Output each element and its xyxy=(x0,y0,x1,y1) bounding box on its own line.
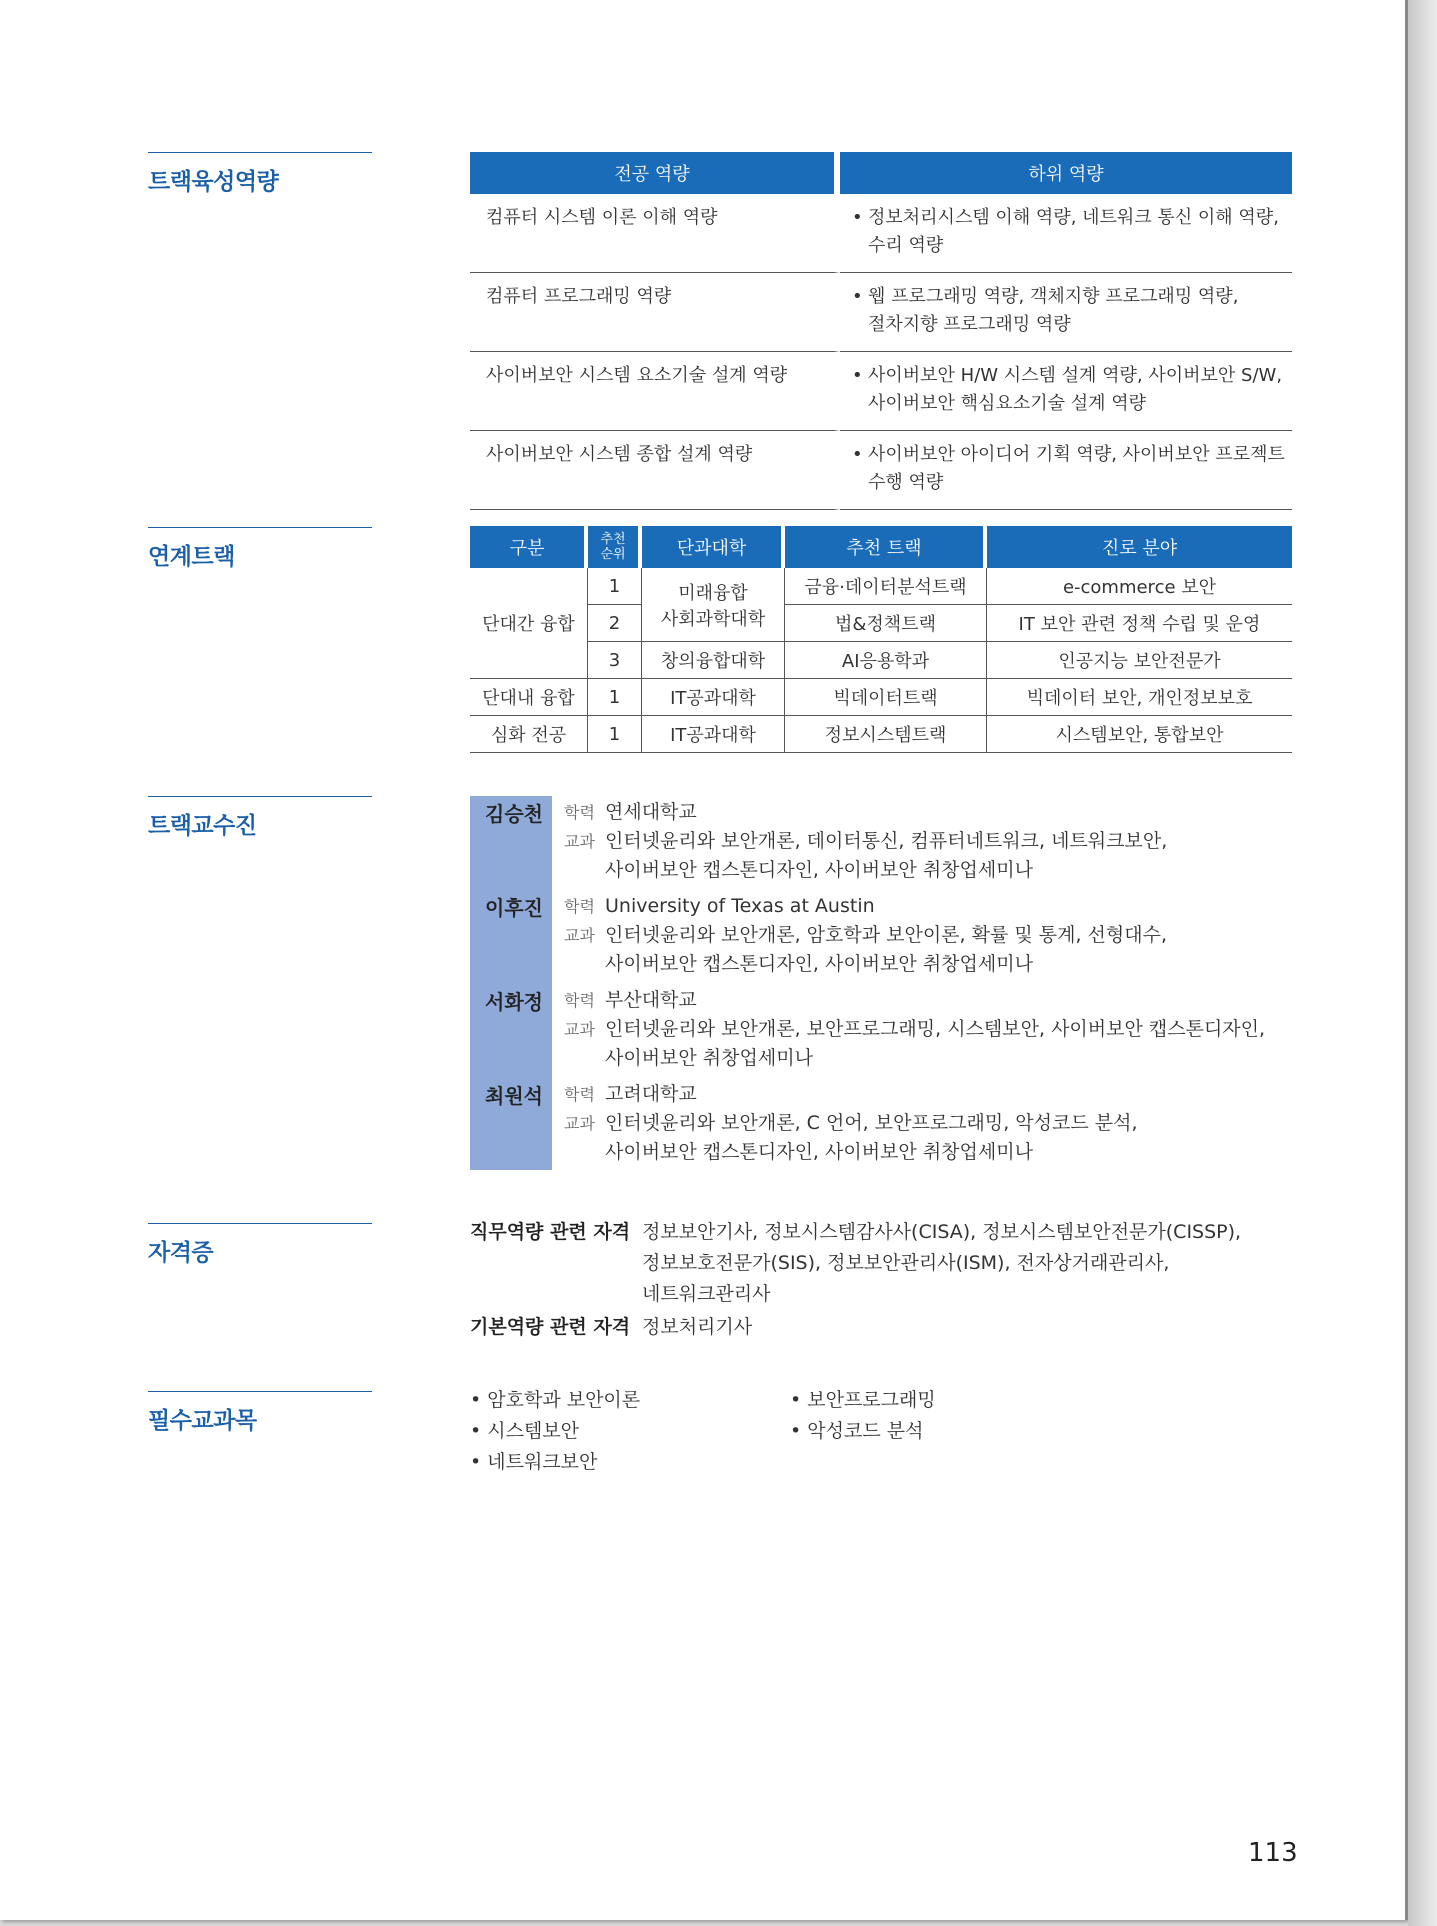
professor-edu: 연세대학교 xyxy=(605,801,697,823)
job-cert-list: 정보보안기사, 정보시스템감사사(CISA), 정보시스템보안전문가(CISSP), 정보보호전문가(SIS), 정보보안관리사(ISM), 전자상거래관리사, 네트워크관리사 xyxy=(642,1221,1242,1305)
professor-name: 최원석 xyxy=(485,1084,543,1108)
required-list-left xyxy=(470,1385,640,1478)
table-row xyxy=(470,642,1292,679)
type-cell: 단대간 융합 xyxy=(470,568,588,679)
track-cell: 법&정책트랙 xyxy=(785,605,987,642)
college-cell: 창의융합대학 xyxy=(642,642,785,679)
required-list-right xyxy=(790,1385,936,1447)
section-title-competency: 트랙육성역량 xyxy=(148,152,372,196)
track-cell: AI응용학과 xyxy=(785,642,987,679)
table-row xyxy=(470,431,1292,510)
header-rank: 추천 순위 xyxy=(588,526,642,568)
section-title-faculty: 트랙교수진 xyxy=(148,796,372,840)
table-row xyxy=(470,194,1292,273)
rank-cell: 2 xyxy=(588,605,642,642)
table-row xyxy=(470,568,1292,605)
header-college: 단과대학 xyxy=(642,526,785,568)
section-title-certificate: 자격증 xyxy=(148,1223,372,1267)
table-header-row xyxy=(470,526,1292,568)
course-label: 교과 xyxy=(564,832,595,851)
list-item: • 암호학과 보안이론 xyxy=(470,1389,641,1411)
major-competency: 사이버보안 시스템 종합 설계 역량 xyxy=(470,431,840,510)
linked-track-table xyxy=(470,526,1292,753)
edu-label: 학력 xyxy=(564,991,595,1010)
college-cell: 미래융합 사회과학대학 xyxy=(642,568,785,642)
sub-competency: • 사이버보안 아이디어 기획 역량, 사이버보안 프로젝트 수행 역량 xyxy=(840,431,1292,510)
table-row xyxy=(470,605,1292,642)
college-cell: IT공과대학 xyxy=(642,679,785,716)
career-cell: 시스템보안, 통합보안 xyxy=(987,716,1292,753)
list-item: • 악성코드 분석 xyxy=(790,1420,924,1442)
edu-label: 학력 xyxy=(564,897,595,916)
type-cell: 단대내 융합 xyxy=(470,679,588,716)
header-major: 전공 역량 xyxy=(470,152,840,194)
professor-name: 서화정 xyxy=(485,990,543,1014)
list-item: • 시스템보안 xyxy=(470,1420,580,1442)
table-row xyxy=(470,273,1292,352)
section-title-required: 필수교과목 xyxy=(148,1391,372,1435)
career-cell: 빅데이터 보안, 개인정보보호 xyxy=(987,679,1292,716)
section-title-linked: 연계트랙 xyxy=(148,527,372,571)
career-cell: IT 보안 관련 정책 수립 및 운영 xyxy=(987,605,1292,642)
basic-cert-label: 기본역량 관련 자격 xyxy=(470,1316,631,1338)
professor-edu: 부산대학교 xyxy=(605,989,697,1011)
track-cell: 금융·데이터분석트랙 xyxy=(785,568,987,605)
header-sub: 하위 역량 xyxy=(840,152,1292,194)
professor-edu: 고려대학교 xyxy=(605,1083,697,1105)
rank-cell: 1 xyxy=(588,716,642,753)
professor-courses: 인터넷윤리와 보안개론, 보안프로그래밍, 시스템보안, 사이버보안 캡스톤디자인, 사이버보안 취창업세미나 xyxy=(605,1018,1266,1069)
header-type: 구분 xyxy=(470,526,588,568)
major-competency: 컴퓨터 프로그래밍 역량 xyxy=(470,273,840,352)
major-competency: 사이버보안 시스템 요소기술 설계 역량 xyxy=(470,352,840,431)
basic-cert-list: 정보처리기사 xyxy=(642,1316,753,1338)
table-row xyxy=(470,679,1292,716)
professor-name: 이후진 xyxy=(485,896,543,920)
table-header-row xyxy=(470,152,1292,194)
competency-table xyxy=(470,152,1292,510)
job-certificates xyxy=(470,1217,1241,1310)
sub-competency: • 웹 프로그래밍 역량, 객체지향 프로그래밍 역량, 절차지향 프로그래밍 역량 xyxy=(840,273,1292,352)
basic-certificates xyxy=(470,1312,752,1343)
course-label: 교과 xyxy=(564,1020,595,1039)
page-edge-shadow xyxy=(1408,0,1437,1926)
table-row xyxy=(470,716,1292,753)
sub-competency: • 사이버보안 H/W 시스템 설계 역량, 사이버보안 S/W, 사이버보안 핵심요소기술 설계 역량 xyxy=(840,352,1292,431)
job-cert-label: 직무역량 관련 자격 xyxy=(470,1221,631,1243)
header-career: 진로 분야 xyxy=(987,526,1292,568)
edu-label: 학력 xyxy=(564,1085,595,1104)
table-row xyxy=(470,352,1292,431)
list-item: • 네트워크보안 xyxy=(470,1451,598,1473)
course-label: 교과 xyxy=(564,926,595,945)
rank-cell: 3 xyxy=(588,642,642,679)
type-cell: 심화 전공 xyxy=(470,716,588,753)
course-label: 교과 xyxy=(564,1114,595,1133)
page-number: 113 xyxy=(1248,1838,1298,1868)
major-competency: 컴퓨터 시스템 이론 이해 역량 xyxy=(470,194,840,273)
rank-cell: 1 xyxy=(588,679,642,716)
professor-courses: 인터넷윤리와 보안개론, 암호학과 보안이론, 확률 및 통계, 선형대수, 사이버보안 캡스톤디자인, 사이버보안 취창업세미나 xyxy=(605,924,1167,975)
professor-courses: 인터넷윤리와 보안개론, 데이터통신, 컴퓨터네트워크, 네트워크보안, 사이버보안 캡스톤디자인, 사이버보안 취창업세미나 xyxy=(605,830,1168,881)
track-cell: 정보시스템트랙 xyxy=(785,716,987,753)
sub-competency: • 정보처리시스템 이해 역량, 네트워크 통신 이해 역량, 수리 역량 xyxy=(840,194,1292,273)
edu-label: 학력 xyxy=(564,803,595,822)
college-cell: IT공과대학 xyxy=(642,716,785,753)
professor-edu: University of Texas at Austin xyxy=(605,895,875,917)
career-cell: e-commerce 보안 xyxy=(987,568,1292,605)
rank-cell: 1 xyxy=(588,568,642,605)
header-track: 추천 트랙 xyxy=(785,526,987,568)
track-cell: 빅데이터트랙 xyxy=(785,679,987,716)
career-cell: 인공지능 보안전문가 xyxy=(987,642,1292,679)
list-item: • 보안프로그래밍 xyxy=(790,1389,936,1411)
professor-courses: 인터넷윤리와 보안개론, C 언어, 보안프로그래밍, 악성코드 분석, 사이버보안 캡스톤디자인, 사이버보안 취창업세미나 xyxy=(605,1112,1138,1163)
faculty-name-bar xyxy=(470,796,552,1170)
professor-name: 김승천 xyxy=(485,802,543,826)
